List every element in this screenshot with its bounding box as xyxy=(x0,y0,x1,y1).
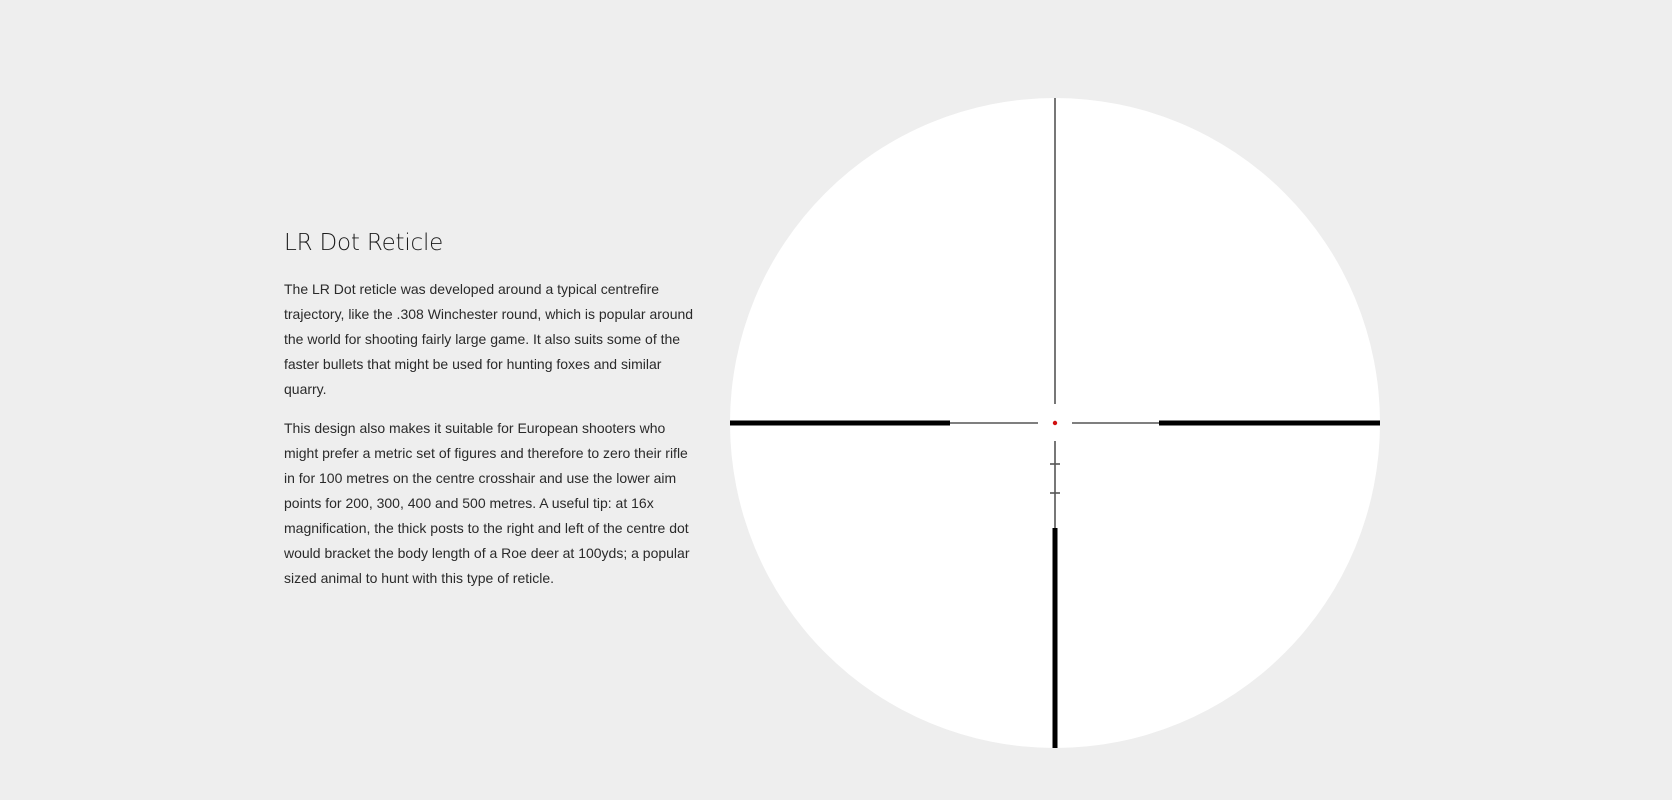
description-paragraph-1: The LR Dot reticle was developed around a typical centrefire trajectory, like the .308 Winchester round, which is popular around the world for shooting fairly large game. It also suits some of the faster bullets that might be used for hunting foxes and similar quarry. xyxy=(284,281,694,397)
reticle-description xyxy=(284,226,696,605)
description-paragraph-2: This design also makes it suitable for European shooters who might prefer a metric set of figures and therefore to zero their rifle in for 100 metres on the centre crosshair and use the lower aim points for 200, 300, 400 and 500 metres. A useful tip: at 16x magnification, the thick posts to the right and left of the centre dot would bracket the body length of a Roe deer at 100yds; a popular sized animal to hunt with this type of reticle. xyxy=(284,420,690,586)
right-thick-post xyxy=(1159,421,1380,426)
bottom-thick-post xyxy=(1053,528,1058,748)
left-thick-post xyxy=(730,421,950,426)
centre-dot xyxy=(1053,421,1057,425)
page-title: LR Dot Reticle xyxy=(284,230,444,256)
reticle-diagram xyxy=(730,98,1380,748)
